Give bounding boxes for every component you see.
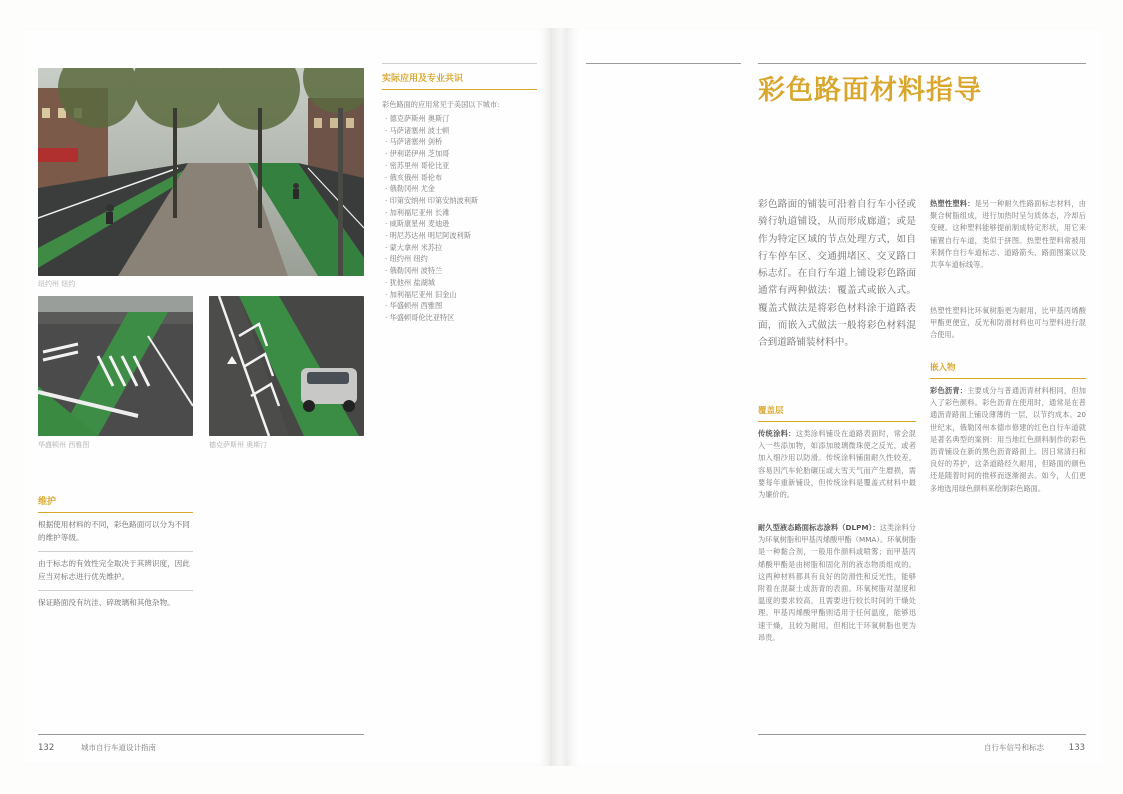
embedded-heading: 嵌入物: [930, 363, 956, 373]
list-item: · 印第安纳州 印第安纳波利斯: [385, 195, 479, 205]
page-title: 彩色路面材料指导: [758, 75, 982, 106]
paragraph-text: 主要成分与普通沥青材料相同，但加入了彩色颜料。彩色沥青在使用时，通常是在普通沥青路面上铺设薄薄的一层，以节约成本。20世纪末，俄勒冈州本德市修建的红色自行车道就是著名典型的案例：用当地红色颜料制作的彩色沥青铺设在新的黑色沥青路面上。因日常清扫和良好的养护，这条道路经久耐用，但路面的颜色还是随着时间的推移而逐渐褪去。如今，人们更多地选用绿色颜料来绘制彩色路面。: [930, 386, 1086, 493]
list-item: · 明尼苏达州 明尼阿波利斯: [385, 231, 471, 241]
list-item: · 德克萨斯州 奥斯汀: [385, 114, 450, 123]
left-footer: [38, 742, 156, 753]
term-dlpm: 耐久型液态路面标志涂料（DLPM）：: [758, 523, 880, 532]
list-item: · 华盛顿州 西雅图: [385, 301, 443, 311]
applications-intro: 彩色路面的应用常见于美国以下城市:: [382, 100, 500, 109]
list-item: · 蒙大拿州 米苏拉: [385, 242, 443, 252]
applications-rule: [382, 89, 537, 90]
photo-caption-seattle: 华盛顿州 西雅图: [38, 441, 90, 449]
list-item: · 威斯康星州 麦迪逊: [385, 219, 450, 229]
embedded-paragraph-1: [930, 385, 1086, 495]
page-number: 132: [38, 743, 55, 753]
overlay-rule: [758, 421, 916, 422]
maintenance-divider: [38, 590, 193, 591]
maintenance-item-2: 由于标志的有效性完全取决于其辨识度，因此应当对标志进行优先维护。: [38, 559, 190, 581]
overlay-heading: 覆盖层: [758, 406, 784, 416]
list-item: · 伊利诺伊州 芝加哥: [385, 149, 450, 159]
book-gutter: [552, 28, 566, 766]
paragraph-text: 是另一种耐久性路面标志材料，由聚合树脂组成，进行加热时呈匀质体态，冷却后变硬。这种塑料能够提前制成特定形状，用它来铺置自行车道，类似于拼图。热塑性塑料常被用来制作自行车道标志、道路箭头、路面图案以及共享车道标线等。: [930, 199, 1086, 270]
section-name: 自行车信号和标志: [984, 743, 1044, 752]
applications-rule-top: [382, 63, 537, 64]
maintenance-divider: [38, 551, 193, 552]
maintenance-heading: 维护: [38, 497, 57, 507]
photo-seattle-bike-lane: [38, 296, 193, 436]
list-item: · 加利福尼亚州 旧金山: [385, 289, 457, 299]
list-item: · 马萨诸塞州 剑桥: [385, 137, 443, 147]
list-item: · 华盛顿哥伦比亚特区: [385, 312, 455, 322]
overlay-paragraph-1: [758, 428, 916, 501]
city-list: [385, 113, 478, 324]
list-item: · 犹他州 盐湖城: [385, 277, 435, 287]
overlay-paragraph-4: 热塑性塑料比环氧树脂更为耐用，比甲基丙烯酸甲酯更便宜，反光和防滑材料也可与塑料进行混合使用。: [930, 306, 1086, 340]
overlay-paragraph-2: [758, 522, 916, 644]
applications-heading: 实际应用及专业共识: [382, 74, 464, 84]
paragraph-text: 这类涂料铺设在道路表面时，常会混入一些添加物，如添加玻璃微珠使之反光，或者加入细沙用以防滑。传统涂料铺面耐久性较差，容易因汽车轮胎碾压或大雪天气而产生磨损，需要每年重新铺设，但传统涂料是覆盖式材料中最为廉价的。: [758, 429, 916, 500]
term-thermoplastic: 热塑性塑料：: [930, 199, 975, 208]
embedded-rule: [930, 378, 1086, 379]
list-item: · 密苏里州 哥伦比亚: [385, 160, 450, 170]
photo-new-york-bike-lane: [38, 68, 364, 276]
photo-austin-bike-lane: [209, 296, 364, 436]
list-item: · 俄勒冈州 尤金: [385, 184, 435, 194]
overlay-paragraph-3: [930, 198, 1086, 271]
book-title: 城市自行车道设计指南: [81, 743, 157, 752]
page-number: 133: [1068, 743, 1086, 753]
maintenance-item-3: 保证路面没有坑洼、碎玻璃和其他杂物。: [38, 598, 175, 607]
list-item: · 马萨诸塞州 波士顿: [385, 125, 450, 135]
footer-rule-right: [758, 734, 1086, 735]
list-item: · 俄亥俄州 哥伦布: [385, 172, 443, 182]
list-item: · 俄勒冈州 波特兰: [385, 266, 443, 276]
right-footer: [984, 742, 1085, 753]
maintenance-rule: [38, 512, 193, 513]
term-traditional-paint: 传统涂料：: [758, 429, 796, 438]
list-item: · 纽约州 纽约: [385, 254, 428, 264]
footer-rule-left: [38, 734, 364, 735]
title-rule-left: [586, 63, 741, 64]
title-rule: [758, 63, 1086, 64]
maintenance-item-1: 根据使用材料的不同，彩色路面可以分为不同的维护等级。: [38, 520, 190, 542]
list-item: · 加利福尼亚州 长滩: [385, 207, 450, 217]
term-colored-asphalt: 彩色沥青：: [930, 386, 968, 395]
photo-caption-new-york: 纽约州 纽约: [38, 280, 76, 288]
photo-caption-austin: 德克萨斯州 奥斯汀: [209, 441, 268, 449]
paragraph-text: 这类涂料分为环氧树脂和甲基丙烯酸甲酯（MMA）。环氧树脂是一种黏合剂，一般用作颜料或喷雾；而甲基丙烯酸甲酯是由树脂和固化剂的液态物质组成的。这两种材料都具有良好的防滑性和反光性，能够附着在混凝土或沥青的表面。环氧树脂对湿度和温度的要求较高，且需要进行较长时间的干燥处理。甲基丙烯酸甲酯则适用于任何温度，能够迅速干燥，且较为耐用，但相比于环氧树脂也更为昂贵。: [758, 523, 916, 642]
intro-paragraph: 彩色路面的铺装可沿着自行车小径或骑行轨道铺设，从而形成廊道；或是作为特定区域的节点处理方式，如自行车停车区、交通拥堵区、交叉路口标志灯。在自行车道上铺设彩色路面通常有两种做法：覆盖式或嵌入式。覆盖式做法是将彩色材料涂于道路表面，而嵌入式做法一般将彩色材料混合到道路铺装材料中。: [758, 199, 916, 349]
